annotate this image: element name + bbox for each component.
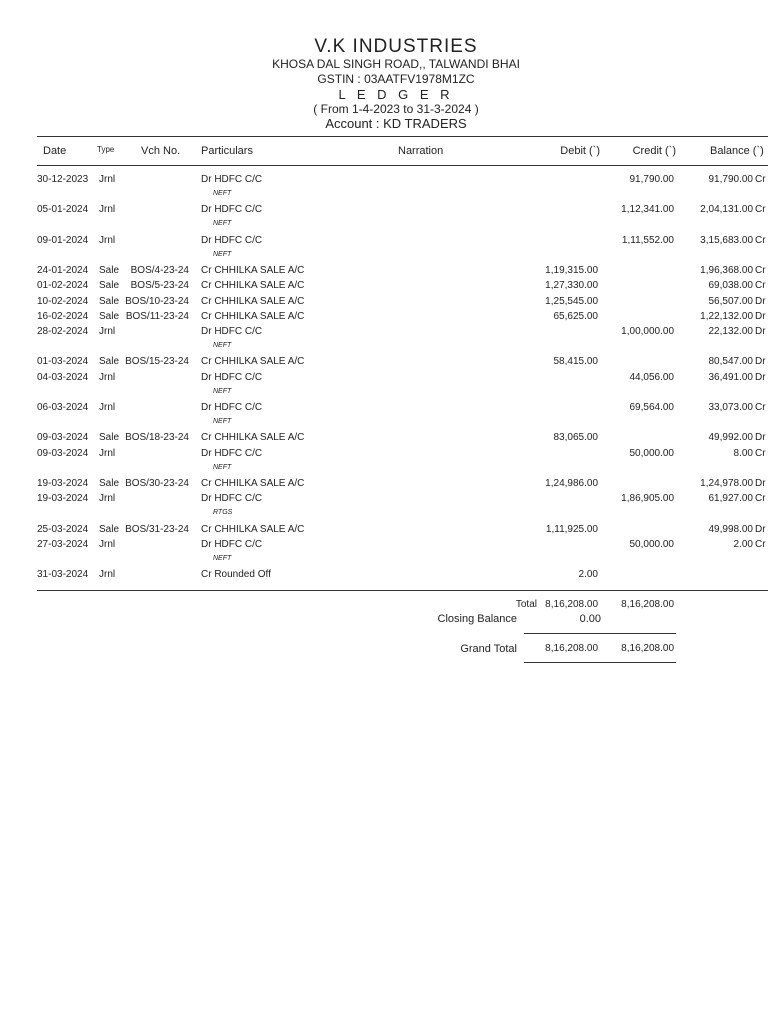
row-date: 28-02-2024 bbox=[37, 326, 89, 338]
row-type: Sale bbox=[99, 477, 120, 489]
row-particulars: Cr CHHILKA SALE A/C bbox=[201, 264, 305, 276]
row-balance: 61,927.00 bbox=[708, 493, 753, 505]
row-particulars: Dr HDFC C/C bbox=[201, 326, 263, 338]
col-type: Type bbox=[97, 145, 115, 154]
grand-total-bottom-rule bbox=[524, 662, 676, 663]
row-debit: 1,27,330.00 bbox=[545, 280, 598, 292]
row-particulars: Cr CHHILKA SALE A/C bbox=[201, 280, 305, 292]
row-particulars: Dr HDFC C/C bbox=[201, 538, 263, 550]
row-vch-no: BOS/18-23-24 bbox=[125, 432, 189, 444]
row-credit: 50,000.00 bbox=[629, 538, 674, 550]
row-particulars: Cr Rounded Off bbox=[201, 569, 271, 581]
row-debit: 83,065.00 bbox=[553, 432, 598, 444]
row-balance-type: Dr bbox=[755, 523, 766, 535]
row-particulars: Cr CHHILKA SALE A/C bbox=[201, 523, 305, 535]
row-vch-no: BOS/5-23-24 bbox=[130, 280, 189, 292]
row-type: Sale bbox=[99, 264, 120, 276]
row-date: 30-12-2023 bbox=[37, 174, 89, 185]
table-row bbox=[0, 311, 768, 326]
row-type: Jrnl bbox=[99, 569, 116, 581]
company-name: V.K INDUSTRIES bbox=[314, 36, 478, 57]
row-balance: 22,132.00 bbox=[708, 326, 753, 338]
row-balance-type: Dr bbox=[755, 477, 766, 489]
table-row bbox=[0, 493, 768, 508]
total-credit: 8,16,208.00 bbox=[621, 599, 674, 610]
row-type: Jrnl bbox=[99, 204, 116, 216]
table-row bbox=[0, 204, 768, 219]
closing-balance-value: 0.00 bbox=[579, 613, 601, 625]
row-type: Sale bbox=[99, 523, 120, 535]
row-date: 09-03-2024 bbox=[37, 447, 89, 459]
company-address: KHOSA DAL SINGH ROAD,, TALWANDI BHAI bbox=[272, 57, 520, 71]
col-date: Date bbox=[43, 145, 67, 157]
col-narration: Narration bbox=[398, 145, 444, 157]
row-balance-type: Dr bbox=[755, 432, 766, 444]
row-balance: 1,24,978.00 bbox=[700, 477, 753, 489]
row-type: Jrnl bbox=[99, 234, 116, 246]
table-row bbox=[0, 356, 768, 371]
row-date: 19-03-2024 bbox=[37, 477, 89, 489]
row-vch-no: BOS/30-23-24 bbox=[125, 477, 189, 489]
row-balance-type: Cr bbox=[755, 493, 766, 505]
table-row bbox=[0, 280, 768, 295]
table-row bbox=[0, 372, 768, 387]
col-debit: Debit (`) bbox=[560, 145, 600, 157]
totals-top-rule bbox=[37, 590, 768, 591]
row-balance: 1,96,368.00 bbox=[700, 264, 753, 276]
row-date: 04-03-2024 bbox=[37, 371, 89, 383]
row-balance: 91,790.00 bbox=[708, 174, 753, 185]
table-top-rule bbox=[37, 136, 768, 137]
table-row bbox=[0, 402, 768, 417]
total-label: Total bbox=[515, 599, 537, 610]
table-row bbox=[0, 296, 768, 311]
table-row bbox=[0, 569, 768, 584]
row-type: Sale bbox=[99, 295, 120, 307]
row-date: 01-03-2024 bbox=[37, 356, 89, 368]
row-balance: 36,491.00 bbox=[708, 371, 753, 383]
total-debit: 8,16,208.00 bbox=[545, 599, 598, 610]
row-balance: 2,04,131.00 bbox=[700, 204, 753, 216]
row-type: Sale bbox=[99, 432, 120, 444]
row-particulars: Dr HDFC C/C bbox=[201, 204, 263, 216]
row-type: Jrnl bbox=[99, 371, 116, 383]
row-balance: 3,15,683.00 bbox=[700, 234, 753, 246]
row-debit: 58,415.00 bbox=[553, 356, 598, 368]
row-type: Jrnl bbox=[99, 326, 116, 338]
row-debit: 1,11,925.00 bbox=[545, 523, 598, 535]
row-credit: 1,86,905.00 bbox=[621, 493, 674, 505]
row-debit: 1,25,545.00 bbox=[545, 295, 598, 307]
row-particulars: Dr HDFC C/C bbox=[201, 493, 263, 505]
row-date: 24-01-2024 bbox=[37, 264, 89, 276]
row-narration: NEFT bbox=[213, 190, 232, 197]
row-particulars: Cr CHHILKA SALE A/C bbox=[201, 310, 305, 322]
col-balance: Balance (`) bbox=[710, 145, 764, 157]
row-credit: 91,790.00 bbox=[629, 174, 674, 185]
row-narration: NEFT bbox=[213, 387, 232, 395]
report-title: L E D G E R bbox=[338, 87, 454, 102]
row-vch-no: BOS/4-23-24 bbox=[130, 264, 189, 276]
row-balance: 56,507.00 bbox=[708, 295, 753, 307]
row-balance: 1,22,132.00 bbox=[700, 310, 753, 322]
row-vch-no: BOS/10-23-24 bbox=[125, 295, 189, 307]
gstin: GSTIN : 03AATFV1978M1ZC bbox=[317, 72, 475, 86]
row-particulars: Cr CHHILKA SALE A/C bbox=[201, 432, 305, 444]
row-balance-type: Cr bbox=[755, 538, 766, 550]
row-particulars: Cr CHHILKA SALE A/C bbox=[201, 356, 305, 368]
row-balance: 33,073.00 bbox=[708, 402, 753, 413]
row-type: Jrnl bbox=[99, 174, 116, 185]
row-balance: 2.00 bbox=[733, 538, 753, 550]
table-row bbox=[0, 524, 768, 539]
row-narration: RTGS bbox=[213, 509, 233, 517]
row-vch-no: BOS/11-23-24 bbox=[125, 310, 189, 322]
row-type: Sale bbox=[99, 356, 120, 368]
row-vch-no: BOS/15-23-24 bbox=[125, 356, 189, 368]
row-balance-type: Cr bbox=[755, 174, 766, 185]
account-name: Account : KD TRADERS bbox=[325, 116, 467, 131]
row-balance: 80,547.00 bbox=[708, 356, 753, 368]
row-balance-type: Dr bbox=[755, 310, 766, 322]
row-date: 01-02-2024 bbox=[37, 280, 89, 292]
header-bottom-rule bbox=[37, 165, 768, 166]
row-balance-type: Cr bbox=[755, 264, 766, 276]
row-vch-no: BOS/31-23-24 bbox=[125, 523, 189, 535]
row-balance: 49,998.00 bbox=[708, 523, 753, 535]
row-balance: 49,992.00 bbox=[708, 432, 753, 444]
row-particulars: Dr HDFC C/C bbox=[201, 402, 263, 413]
row-narration: NEFT bbox=[213, 250, 232, 258]
row-particulars: Dr HDFC C/C bbox=[201, 371, 263, 383]
table-row bbox=[0, 478, 768, 493]
row-type: Jrnl bbox=[99, 402, 116, 413]
row-balance-type: Cr bbox=[755, 447, 766, 459]
row-date: 05-01-2024 bbox=[37, 204, 89, 216]
col-particulars: Particulars bbox=[201, 145, 253, 157]
row-balance-type: Cr bbox=[755, 234, 766, 246]
grand-total-credit: 8,16,208.00 bbox=[621, 643, 674, 654]
row-balance-type: Cr bbox=[755, 280, 766, 292]
row-credit: 1,12,341.00 bbox=[621, 204, 674, 216]
row-date: 27-03-2024 bbox=[37, 538, 89, 550]
table-row bbox=[0, 539, 768, 554]
row-date: 09-03-2024 bbox=[37, 432, 89, 444]
row-particulars: Dr HDFC C/C bbox=[201, 447, 263, 459]
row-credit: 1,11,552.00 bbox=[621, 234, 674, 246]
row-balance-type: Dr bbox=[755, 295, 766, 307]
row-balance-type: Dr bbox=[755, 356, 766, 368]
table-row bbox=[0, 448, 768, 463]
row-date: 19-03-2024 bbox=[37, 493, 89, 505]
table-row bbox=[0, 174, 768, 189]
row-type: Jrnl bbox=[99, 538, 116, 550]
row-balance-type: Cr bbox=[755, 204, 766, 216]
row-date: 06-03-2024 bbox=[37, 402, 89, 413]
row-credit: 1,00,000.00 bbox=[621, 326, 674, 338]
row-debit: 2.00 bbox=[578, 569, 598, 581]
table-row bbox=[0, 235, 768, 250]
row-balance-type: Dr bbox=[755, 326, 766, 338]
row-balance-type: Cr bbox=[755, 402, 766, 413]
table-row bbox=[0, 265, 768, 280]
row-credit: 44,056.00 bbox=[629, 371, 674, 383]
row-date: 25-03-2024 bbox=[37, 523, 89, 535]
row-particulars: Cr CHHILKA SALE A/C bbox=[201, 477, 305, 489]
row-date: 16-02-2024 bbox=[37, 310, 89, 322]
row-credit: 50,000.00 bbox=[629, 447, 674, 459]
row-particulars: Cr CHHILKA SALE A/C bbox=[201, 295, 305, 307]
row-debit: 65,625.00 bbox=[553, 310, 598, 322]
grand-total-label: Grand Total bbox=[460, 643, 517, 655]
row-narration: NEFT bbox=[213, 554, 232, 562]
row-debit: 1,19,315.00 bbox=[545, 264, 598, 276]
row-narration: NEFT bbox=[213, 342, 232, 350]
row-date: 09-01-2024 bbox=[37, 234, 89, 246]
row-balance: 8.00 bbox=[733, 447, 753, 459]
grand-total-debit: 8,16,208.00 bbox=[545, 643, 598, 654]
row-balance-type: Dr bbox=[755, 371, 766, 383]
row-narration: NEFT bbox=[213, 418, 232, 425]
row-date: 10-02-2024 bbox=[37, 295, 89, 307]
closing-balance-label: Closing Balance bbox=[437, 613, 517, 625]
row-narration: NEFT bbox=[213, 463, 232, 471]
row-credit: 69,564.00 bbox=[629, 402, 674, 413]
row-type: Jrnl bbox=[99, 447, 116, 459]
row-particulars: Dr HDFC C/C bbox=[201, 174, 263, 185]
report-period: ( From 1-4-2023 to 31-3-2024 ) bbox=[313, 102, 479, 116]
row-type: Jrnl bbox=[99, 493, 116, 505]
row-type: Sale bbox=[99, 280, 120, 292]
grand-total-top-rule bbox=[524, 633, 676, 634]
row-date: 31-03-2024 bbox=[37, 569, 89, 581]
row-balance: 69,038.00 bbox=[708, 280, 753, 292]
row-narration: NEFT bbox=[213, 220, 232, 228]
row-type: Sale bbox=[99, 310, 120, 322]
table-row bbox=[0, 432, 768, 447]
table-row bbox=[0, 326, 768, 341]
col-vch: Vch No. bbox=[141, 145, 181, 157]
row-debit: 1,24,986.00 bbox=[545, 477, 598, 489]
row-particulars: Dr HDFC C/C bbox=[201, 234, 263, 246]
col-credit: Credit (`) bbox=[632, 145, 676, 157]
